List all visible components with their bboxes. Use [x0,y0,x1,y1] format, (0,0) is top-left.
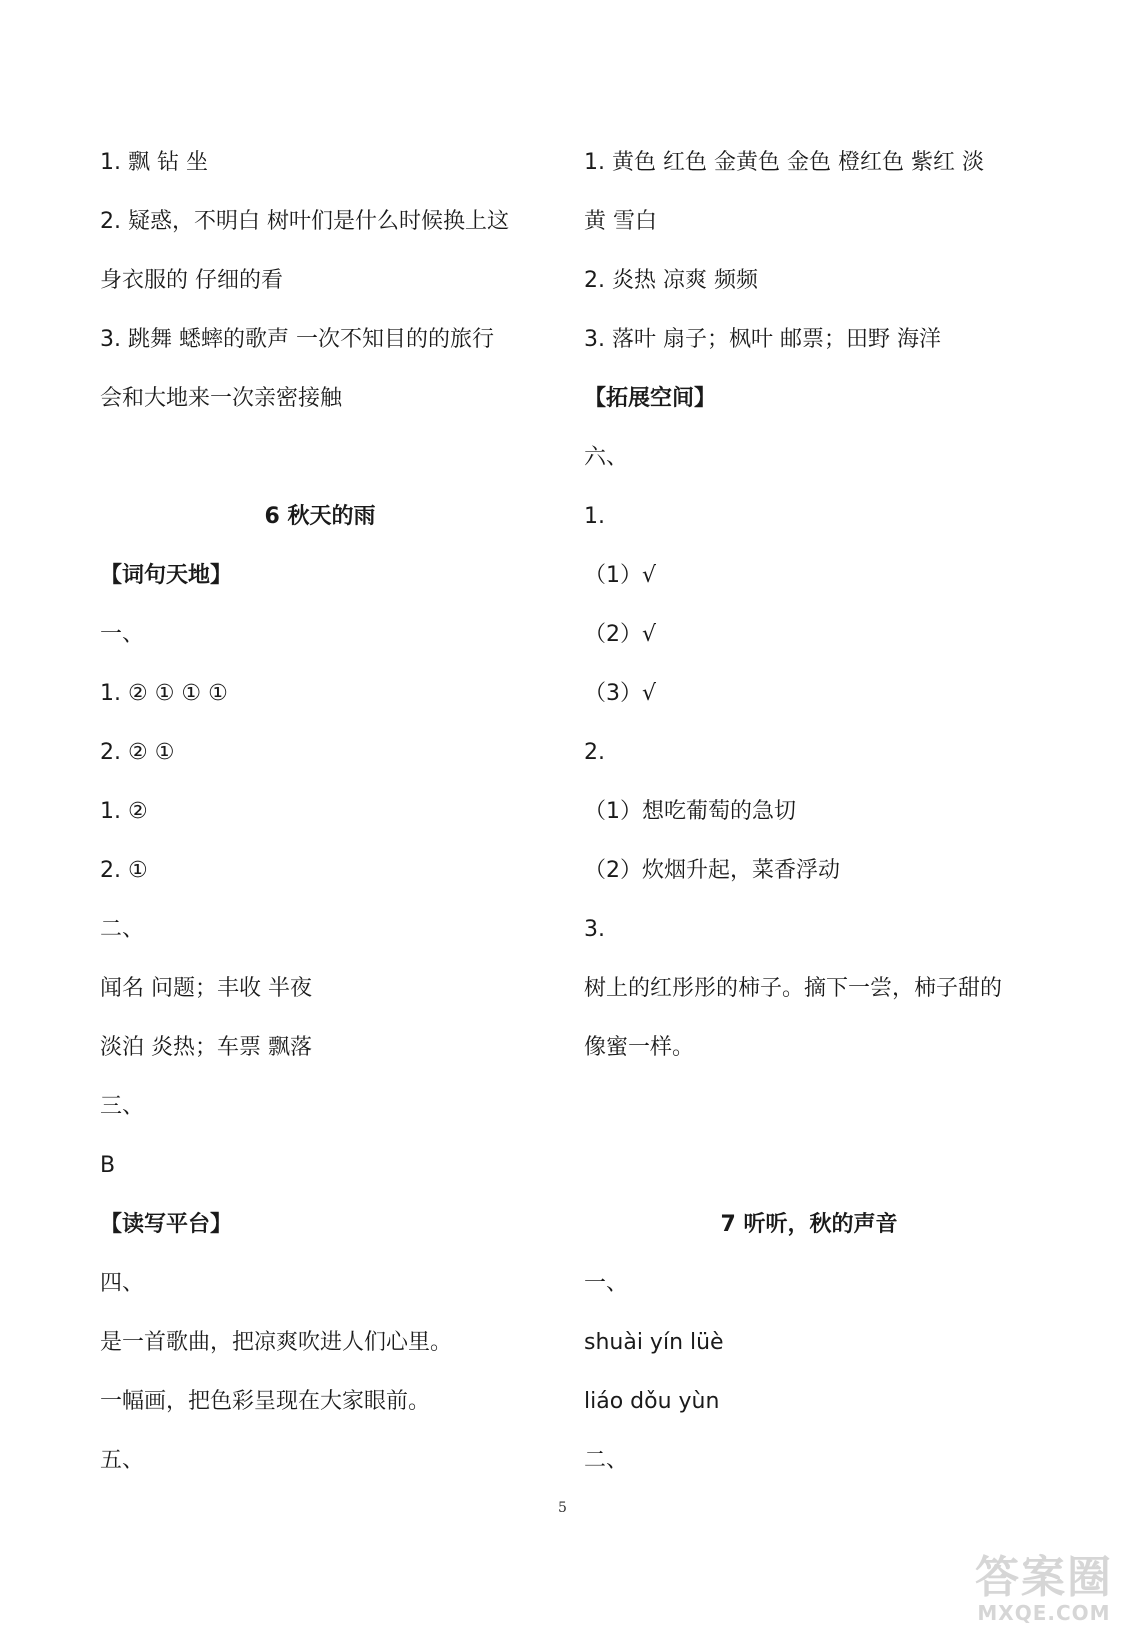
answer-line: （2）炊烟升起，菜香浮动 [584,858,840,883]
answer-line: 树上的红彤彤的柿子。摘下一尝，柿子甜的 [584,976,1003,1001]
answer-line: （1）想吃葡萄的急切 [584,799,796,824]
answer-line: 像蜜一样。 [584,1035,695,1060]
answer-line: 2. [584,740,605,765]
answer-line: 身衣服的 仔细的看 [100,268,283,293]
answer-line: （2）√ [584,622,657,647]
answer-line: 一幅画，把色彩呈现在大家眼前。 [100,1389,431,1414]
answer-line: B [100,1153,116,1178]
answer-line: 3. 落叶 扇子；枫叶 邮票；田野 海洋 [584,327,941,352]
answer-line: 四、 [100,1271,145,1296]
answer-line: 1. 飘 钻 坐 [100,150,208,175]
answer-line: 二、 [100,917,145,942]
answer-line: 3. 跳舞 蟋蟀的歌声 一次不知目的的旅行 [100,327,494,352]
watermark-logo [975,1554,1113,1624]
answer-line: 1. ② ① ① ① [100,681,228,706]
answer-line: 六、 [584,445,629,470]
section-heading: 【词句天地】 [100,563,233,588]
blank-line [100,428,540,487]
blank-line [584,1136,1034,1195]
answer-line: 2. 炎热 凉爽 频频 [584,268,758,293]
answer-line: 1. ② [100,799,148,824]
answer-line: 2. ① [100,858,148,883]
answer-line: 一、 [100,622,145,647]
answer-line: 五、 [100,1448,145,1473]
section-heading: 【读写平台】 [100,1212,233,1237]
answer-line: 是一首歌曲，把凉爽吹进人们心里。 [100,1330,453,1355]
answer-line: 淡泊 炎热；车票 飘落 [100,1035,312,1060]
answer-line: 2. 疑惑，不明白 树叶们是什么时候换上这 [100,209,509,234]
answer-line: 闻名 问题；丰收 半夜 [100,976,312,1001]
answer-line: 3. [584,917,605,942]
right-column [584,133,1034,1490]
answer-line: 1. [584,504,605,529]
blank-line [584,1077,1034,1136]
watermark-en: MXQE.COM [977,1601,1111,1625]
answer-line: liáo dǒu yùn [584,1389,720,1414]
watermark-cn: 答案圈 [975,1552,1113,1603]
answer-line: （1）√ [584,563,657,588]
left-column [100,133,540,1490]
lesson-title: 6 秋天的雨 [264,504,376,529]
answer-line: 会和大地来一次亲密接触 [100,386,343,411]
answer-line: 一、 [584,1271,629,1296]
answer-line: 二、 [584,1448,629,1473]
section-heading: 【拓展空间】 [584,386,717,411]
answer-line: shuài yín lüè [584,1330,724,1355]
answer-line: 三、 [100,1094,145,1119]
page-number: 5 [558,1500,567,1516]
answer-line: 1. 黄色 红色 金黄色 金色 橙红色 紫红 淡 [584,150,984,175]
answer-line: （3）√ [584,681,657,706]
lesson-title: 7 听听，秋的声音 [720,1212,898,1237]
answer-line: 黄 雪白 [584,209,657,234]
answer-line: 2. ② ① [100,740,175,765]
